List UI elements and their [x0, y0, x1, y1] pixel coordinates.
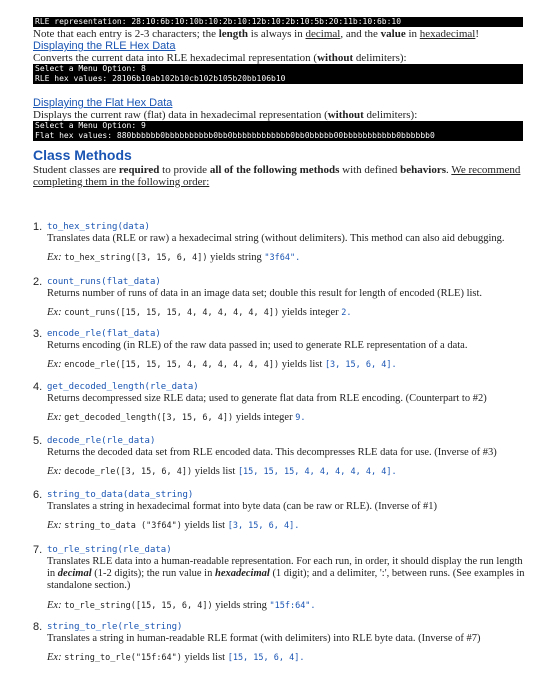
- method-description: Returns the decoded data set from RLE encoded data. This decompresses RLE data for use. (Inverse of #3): [47, 447, 497, 458]
- note-length: length: [218, 28, 249, 40]
- example-call: string_to_data ("3f64"): [64, 521, 182, 531]
- flat-hex-terminal-line2: Flat hex values: 880bbbbbb0bbbbbbbbbb0bb0bbbbbbbbbbbb0bb0bbbbb00bbbbbbbbbbb0bbbbbb0: [33, 131, 523, 141]
- rle-hex-link[interactable]: Displaying the RLE Hex Data: [33, 40, 176, 52]
- method-number: 6.: [33, 489, 43, 501]
- example-call: to_rle_string([15, 15, 6, 4]): [64, 601, 213, 611]
- example-result: 9.: [295, 413, 306, 423]
- rle-hex-description: [33, 52, 523, 64]
- method-signature: string_to_data(data_string): [47, 490, 194, 500]
- example-label: Ex:: [47, 466, 62, 477]
- method-number: 5.: [33, 435, 43, 447]
- method-number: 2.: [33, 276, 43, 288]
- example-yields: yields list: [281, 359, 323, 370]
- method-example: [47, 252, 300, 264]
- example-yields: yields string: [210, 252, 262, 263]
- desc-emphasis: decimal: [57, 568, 92, 579]
- example-yields: yields list: [184, 520, 226, 531]
- method-description: [47, 556, 527, 592]
- method-signature: decode_rle(rle_data): [47, 436, 156, 446]
- desc-bold: without: [327, 109, 364, 121]
- method-example: [47, 466, 397, 478]
- method-example: [47, 307, 352, 319]
- example-result: [15, 15, 6, 4].: [227, 653, 305, 663]
- example-label: Ex:: [47, 600, 62, 611]
- method-signature: to_rle_string(rle_data): [47, 545, 172, 555]
- rle-hex-terminal-line1: Select a Menu Option: 8: [33, 64, 523, 74]
- rle-representation-output: RLE representation: 28:10:6b:10:10b:10:2b:10:12b:10:2b:10:5b:20:11b:10:6b:10: [33, 17, 523, 27]
- example-result: [3, 15, 6, 4].: [324, 360, 397, 370]
- desc-emphasis: hexadecimal: [214, 568, 270, 579]
- example-result: [3, 15, 6, 4].: [227, 521, 300, 531]
- example-label: Ex:: [47, 359, 62, 370]
- rle-hex-terminal-line2: RLE hex values: 28106b10ab102b10cb102b105b20bb106b10: [33, 74, 523, 84]
- example-result: "3f64".: [264, 253, 301, 263]
- method-description: Translates a string in human-readable RLE format (with delimiters) into RLE byte data. (Inverse of #7): [47, 633, 481, 644]
- note-hex: hexadecimal: [419, 28, 476, 40]
- intro-bold: behaviors: [400, 164, 447, 176]
- desc-text: Converts the current data into RLE hexadecimal representation (: [33, 52, 318, 64]
- desc-text: (1 digit); and a delimiter, ':', between runs. (See examples in standalone section.): [47, 568, 525, 591]
- example-result: 2.: [341, 308, 352, 318]
- class-methods-intro: [33, 164, 523, 188]
- method-signature: string_to_rle(rle_string): [47, 622, 183, 632]
- intro-bold: all of the following methods: [209, 164, 340, 176]
- note-text: Note that each entry is 2-3 characters; the: [33, 28, 219, 40]
- class-methods-heading: Class Methods: [33, 147, 132, 163]
- example-label: Ex:: [47, 652, 62, 663]
- example-call: to_hex_string([3, 15, 6, 4]): [64, 253, 208, 263]
- example-result: "15f:64".: [269, 601, 316, 611]
- example-call: encode_rle([15, 15, 15, 4, 4, 4, 4, 4, 4]): [64, 360, 280, 370]
- note-text: is always in: [248, 28, 306, 40]
- method-description: Translates a string in hexadecimal format into byte data (can be raw or RLE). (Inverse of #1): [47, 501, 438, 512]
- method-example: [47, 412, 305, 424]
- method-example: [47, 652, 304, 664]
- flat-hex-link[interactable]: Displaying the Flat Hex Data: [33, 97, 173, 109]
- intro-text: .: [446, 164, 452, 176]
- method-signature: get_decoded_length(rle_data): [47, 382, 199, 392]
- example-call: get_decoded_length([3, 15, 6, 4]): [64, 413, 234, 423]
- example-yields: yields list: [184, 652, 226, 663]
- method-description: Returns number of runs of data in an image data set; double this result for length of encoded (RLE) list.: [47, 288, 483, 299]
- intro-bold: required: [118, 164, 160, 176]
- intro-text: with defined: [339, 164, 401, 176]
- flat-hex-description: [33, 109, 523, 121]
- method-signature: encode_rle(flat_data): [47, 329, 161, 339]
- example-result: [15, 15, 15, 4, 4, 4, 4, 4, 4].: [237, 467, 397, 477]
- note-paragraph: [33, 28, 523, 40]
- example-call: decode_rle([3, 15, 6, 4]): [64, 467, 193, 477]
- note-value: value: [380, 28, 406, 40]
- method-signature: to_hex_string(data): [47, 222, 150, 232]
- note-text: , and the: [340, 28, 381, 40]
- method-example: [47, 600, 316, 612]
- method-description: Returns encoding (in RLE) of the raw data passed in; used to generate RLE representation of a data.: [47, 340, 468, 351]
- example-label: Ex:: [47, 252, 62, 263]
- method-signature: count_runs(flat_data): [47, 277, 161, 287]
- method-number: 1.: [33, 221, 43, 233]
- intro-text: to provide: [159, 164, 210, 176]
- note-decimal: decimal: [305, 28, 341, 40]
- example-label: Ex:: [47, 412, 62, 423]
- example-yields: yields list: [194, 466, 236, 477]
- intro-text: Student classes are: [33, 164, 119, 176]
- desc-text: Translates RLE data into a human-readable representation. For each run, in order, it should display the run length in: [47, 556, 523, 579]
- example-yields: yields string: [215, 600, 267, 611]
- method-example: [47, 359, 397, 371]
- note-text: !: [475, 28, 480, 40]
- example-call: count_runs([15, 15, 15, 4, 4, 4, 4, 4, 4]): [64, 308, 280, 318]
- document: [33, 0, 523, 188]
- method-example: [47, 520, 299, 532]
- method-description: Translates data (RLE or raw) a hexadecimal string (without delimiters). This method can also aid debugging.: [47, 233, 505, 244]
- intro-underlined: We recommend completing them in the following order:: [33, 164, 521, 188]
- method-description: Returns decompressed size RLE data; used to generate flat data from RLE encoding. (Counterpart to #2): [47, 393, 487, 404]
- example-label: Ex:: [47, 520, 62, 531]
- desc-text: (1-2 digits); the run value in: [91, 568, 215, 579]
- note-text: in: [405, 28, 420, 40]
- example-yields: yields integer: [235, 412, 293, 423]
- method-number: 3.: [33, 328, 43, 340]
- example-yields: yields integer: [281, 307, 339, 318]
- example-label: Ex:: [47, 307, 62, 318]
- desc-text: delimiters):: [363, 109, 418, 121]
- desc-text: Displays the current raw (flat) data in hexadecimal representation (: [33, 109, 328, 121]
- desc-text: delimiters):: [353, 52, 407, 64]
- method-number: 4.: [33, 381, 43, 393]
- method-number: 7.: [33, 544, 43, 556]
- method-number: 8.: [33, 621, 43, 633]
- desc-bold: without: [317, 52, 354, 64]
- flat-hex-terminal-line1: Select a Menu Option: 9: [33, 121, 523, 131]
- example-call: string_to_rle("15f:64"): [64, 653, 182, 663]
